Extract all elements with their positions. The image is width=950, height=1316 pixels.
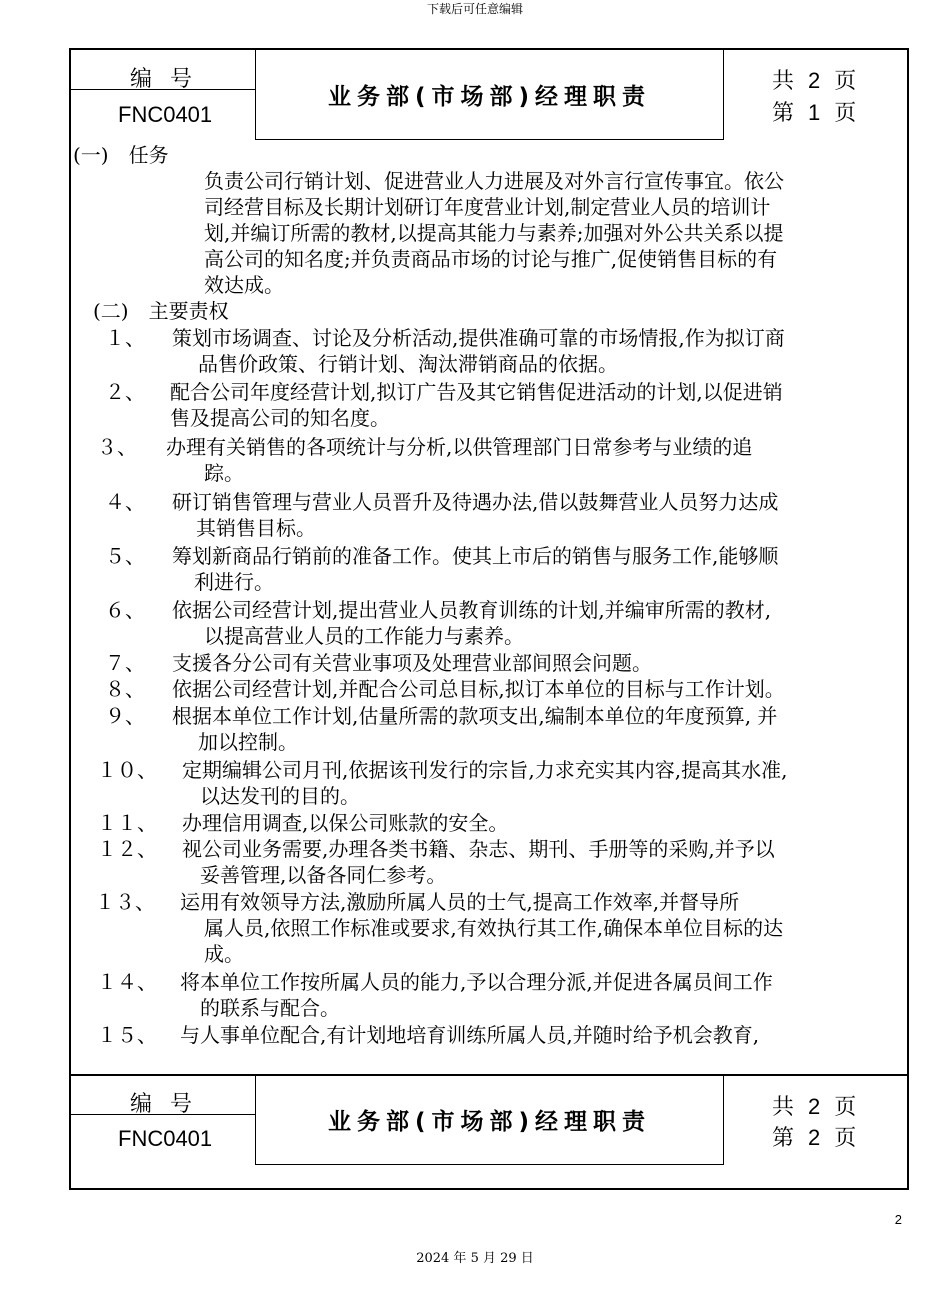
code-value: FNC0401 <box>118 1126 213 1151</box>
section-heading: (一) 任务 <box>73 143 169 167</box>
section-heading: (二) 主要责权 <box>93 299 229 323</box>
code-label: 编号 <box>130 1092 211 1117</box>
page-total <box>772 1090 856 1121</box>
item-text: 与人事单位配合,有计划地培育训练所属人员,并随时给予机会教育, <box>180 1023 760 1047</box>
paragraph-line: 效达成。 <box>204 273 284 297</box>
item-number: １５、 <box>97 1023 157 1047</box>
item-text: 依据公司经营计划,提出营业人员教育训练的计划,并编审所需的教材, <box>172 598 772 622</box>
document-title: 业务部(市场部)经理职责 <box>327 83 652 110</box>
item-text: 将本单位工作按所属人员的能力,予以合理分派,并促进各属员间工作 <box>180 970 773 994</box>
item-text: 品售价政策、行销计划、淘汰滞销商品的依据。 <box>198 352 618 376</box>
page-current <box>772 1121 856 1152</box>
total-pages: 2 <box>808 68 821 93</box>
current-label: 第 <box>772 101 795 126</box>
item-number: ７、 <box>105 651 145 675</box>
item-number: １、 <box>105 326 145 350</box>
item-text: 视公司业务需要,办理各类书籍、杂志、期刊、手册等的采购,并予以 <box>182 837 775 861</box>
total-label: 共 <box>772 1095 795 1120</box>
item-text: 办理信用调查,以保公司账款的安全。 <box>182 811 509 835</box>
paragraph-line: 高公司的知名度;并负责商品市场的讨论与推广,促使销售目标的有 <box>204 247 778 271</box>
item-text: 成。 <box>204 942 244 966</box>
current-page: 2 <box>808 1125 821 1150</box>
top-note: 下载后可任意编辑 <box>426 2 523 16</box>
item-text: 支援各分公司有关营业事项及处理营业部间照会问题。 <box>172 651 652 675</box>
item-text: 依据公司经营计划,并配合公司总目标,拟订本单位的目标与工作计划。 <box>172 677 785 701</box>
code-value: FNC0401 <box>118 102 213 127</box>
item-text: 根据本单位工作计划,估量所需的款项支出,编制本单位的年度预算, 并 <box>172 704 778 728</box>
item-text: 定期编辑公司月刊,依据该刊发行的宗旨,力求充实其内容,提高其水准, <box>182 758 788 782</box>
paragraph-line: 负责公司行销计划、促进营业人力进展及对外言行宣传事宜。依公 <box>204 169 784 193</box>
item-number: ４、 <box>105 490 145 514</box>
page-current <box>772 96 856 127</box>
page-unit: 页 <box>834 101 857 126</box>
current-label: 第 <box>772 1126 795 1151</box>
document-title: 业务部(市场部)经理职责 <box>327 1109 652 1135</box>
item-text: 利进行。 <box>194 570 274 594</box>
item-number: １０、 <box>97 758 157 782</box>
total-label: 共 <box>772 69 795 94</box>
page-unit: 页 <box>834 1126 857 1151</box>
item-number: １４、 <box>97 970 157 994</box>
current-page: 1 <box>808 100 821 125</box>
item-number: １１、 <box>97 811 157 835</box>
item-text: 妥善管理,以备各同仁参考。 <box>200 863 447 887</box>
item-text: 的联系与配合。 <box>200 996 340 1020</box>
page-number: 2 <box>894 1212 902 1227</box>
item-number: ５、 <box>105 544 145 568</box>
page-unit: 页 <box>834 69 857 94</box>
item-text: 运用有效领导方法,激励所属人员的士气,提高工作效率,并督导所 <box>180 890 740 914</box>
item-number: １２、 <box>97 837 157 861</box>
item-text: 属人员,依照工作标准或要求,有效执行其工作,确保本单位目标的达 <box>204 916 784 940</box>
document-title-box <box>255 1074 724 1165</box>
page-total <box>772 64 856 95</box>
item-text: 售及提高公司的知名度。 <box>170 406 390 430</box>
item-number: ２、 <box>105 380 145 404</box>
item-number: ３、 <box>97 435 137 459</box>
code-label: 编号 <box>130 67 211 92</box>
item-text: 筹划新商品行销前的准备工作。使其上市后的销售与服务工作,能够顺 <box>172 544 779 568</box>
code-divider <box>71 89 255 90</box>
item-text: 其销售目标。 <box>196 516 316 540</box>
item-text: 研订销售管理与营业人员晋升及待遇办法,借以鼓舞营业人员努力达成 <box>172 490 779 514</box>
paragraph-line: 划,并编订所需的教材,以提高其能力与素养;加强对外公共关系以提 <box>204 221 784 245</box>
item-text: 以提高营业人员的工作能力与素养。 <box>204 624 524 648</box>
item-text: 配合公司年度经营计划,拟订广告及其它销售促进活动的计划,以促进销 <box>170 380 783 404</box>
item-number: １３、 <box>95 890 155 914</box>
item-text: 加以控制。 <box>198 730 298 754</box>
page-unit: 页 <box>834 1095 857 1120</box>
item-text: 以达发刊的目的。 <box>200 784 360 808</box>
item-number: ６、 <box>105 598 145 622</box>
paragraph-line: 司经营目标及长期计划研订年度营业计划,制定营业人员的培训计 <box>204 195 771 219</box>
item-number: ９、 <box>105 704 145 728</box>
item-number: ８、 <box>105 677 145 701</box>
item-text: 办理有关销售的各项统计与分析,以供管理部门日常参考与业绩的追 <box>166 435 753 459</box>
code-divider <box>71 1114 255 1115</box>
footer-date: 2024 年 5 月 29 日 <box>416 1251 534 1266</box>
total-pages: 2 <box>808 1094 821 1119</box>
document-title-box <box>255 48 724 140</box>
item-text: 策划市场调查、讨论及分析活动,提供准确可靠的市场情报,作为拟订商 <box>172 326 785 350</box>
item-text: 踪。 <box>204 461 244 485</box>
